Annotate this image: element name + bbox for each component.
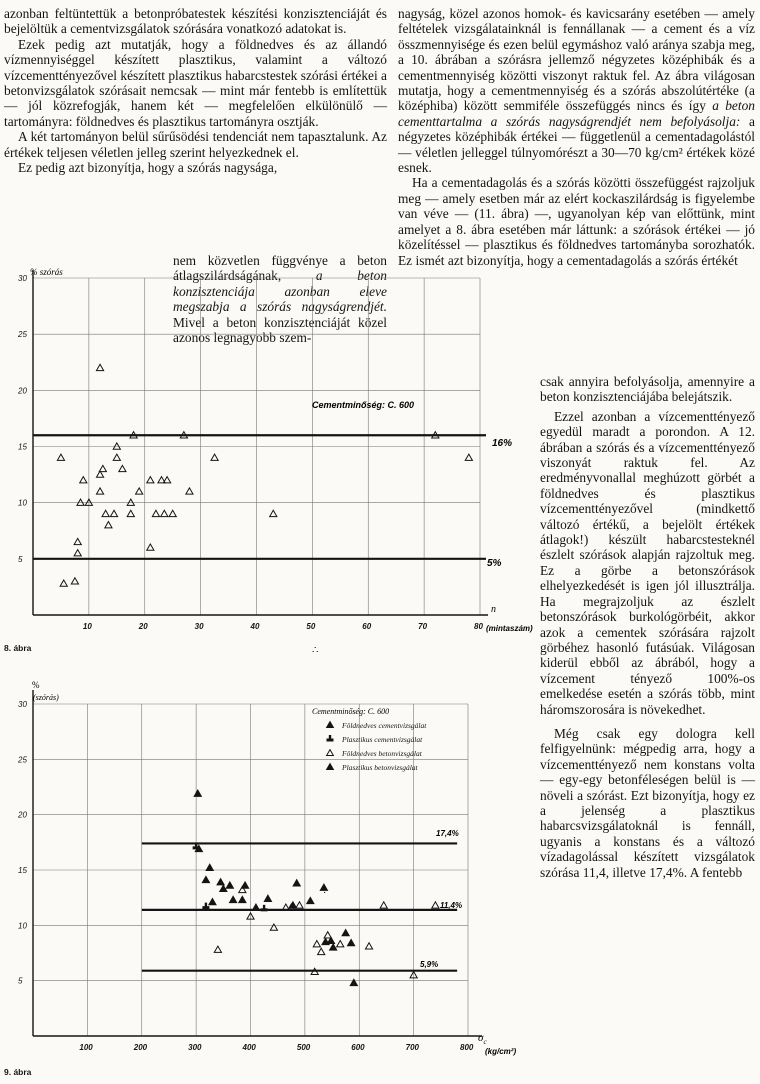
figure-8-caption: 8. ábra: [4, 643, 32, 653]
y-tick-label: 20: [18, 810, 27, 820]
x-tick-label: 80: [474, 622, 483, 631]
y-tick-label: 20: [18, 386, 27, 396]
point-foldnedves-beton: [318, 948, 325, 954]
data-point: [161, 510, 168, 516]
x-tick-label: 100: [79, 1043, 93, 1052]
y-axis-label: (szórás): [33, 693, 59, 702]
data-point: [127, 499, 134, 505]
point-foldnedves-beton: [365, 943, 372, 949]
data-point: [77, 499, 84, 505]
x-tick-label: 600: [351, 1043, 365, 1052]
x-tick-label: 400: [242, 1043, 256, 1052]
point-plasztikus-beton: [264, 895, 271, 901]
x-tick-label: 10: [82, 622, 92, 631]
data-point: [119, 465, 126, 471]
data-point: [71, 578, 78, 584]
y-tick-label: 5: [18, 554, 23, 564]
point-foldnedves-beton: [214, 946, 221, 952]
y-tick-label: 25: [18, 755, 27, 765]
paragraph: csak annyira befolyásolja, amennyire a beton konzisztenciájába belejátszik.: [540, 374, 755, 405]
y-tick-label: 5: [18, 976, 23, 986]
legend-title: Cementminőség: C. 600: [312, 707, 390, 716]
point-plasztikus-beton: [330, 944, 337, 950]
data-point: [96, 488, 103, 494]
data-point: [169, 510, 176, 516]
point-foldnedves-beton: [380, 902, 387, 908]
x-axis-label: (mintaszám): [486, 624, 533, 633]
point-plasztikus-cement-stem: [205, 903, 207, 907]
italic-text-run: a beton cementtartalma a szórás nagyságrendjét nem befolyásolja:: [398, 98, 755, 129]
y-tick-label: 15: [18, 442, 27, 452]
data-point: [105, 522, 112, 528]
right-column-top: [398, 6, 755, 268]
point-foldnedves-beton: [324, 932, 331, 938]
point-foldnedves-beton: [296, 902, 303, 908]
data-point: [147, 544, 154, 550]
point-foldnedves-beton: [337, 941, 344, 947]
paragraph: Ezzel azonban a vízcementtényező egyedül maradt a porondon. A 12. ábrában a szórás és a vízcementtényező viszonyát raktuk fel. Az eredményvonallal meghúzott görbét a földnedves és plasztikus vízcementtényezővel (mindkettő változó értékű, a bejelölt értékek átlagok!) készült habarcstesteknél észlelt szórások alapján rajzoltuk meg. Ez a görbe a betonszórások elhelyezkedését is igen jól illusztrálja. Ha megrajzoljuk az észlelt betonszórások burkológörbéit, akkor azok a cementek szórására rajzolt görbéhez hasonló futásúak. Világosan kiderül ebből az ábrából, hogy a vízcement tényező 100%-os emelkedése esetén a szórás több, mint háromszorosára is növekedhet.: [540, 408, 755, 717]
paragraph: Ezek pedig azt mutatják, hogy a földnedves és az állandó vízmennyiséggel készített plasztikus, valamint a változó vízcementtényezővel készített plasztikus habarcstestek szórási értékei a betonvizsgálatok szórásait nemcsak — mint már fentebb is említettük — jól közrefogják, hanem két — megfelelően elkülönülő — tartományra: földnedves és plasztikus tartományra osztják.: [4, 36, 387, 129]
point-plasztikus-beton: [202, 876, 209, 882]
y-axis-percent: %: [32, 680, 40, 690]
y-tick-label: 15: [18, 866, 27, 875]
data-point: [74, 538, 81, 544]
point-foldnedves-beton: [313, 941, 320, 947]
threshold-lines: [33, 435, 486, 559]
paragraph: Még csak egy dologra kell felfigyelnünk: mégpedig arra, hogy a vízcementtényező nem konstans volta — egy-egy betonféleségen belül is — növeli a szórást. Ezt bizonyítja, hogy ez a jelenség a plasztikus habarcsvizsgálatoknál is fennáll, ugyanis a konstans és a változó vízadagolással készített vizsgálatok szórása 11,4, illetve 17,4%. A fentebb: [540, 725, 755, 880]
line-label-5-9: 5,9%: [420, 960, 439, 969]
x-tick-label: 50: [306, 622, 316, 631]
data-point: [127, 510, 134, 516]
data-point: [60, 580, 67, 586]
left-column-top: [4, 6, 387, 175]
point-plasztikus-beton: [206, 864, 213, 870]
legend-marker: [327, 764, 334, 770]
x-axis-label: (kg/cm²): [485, 1047, 517, 1056]
data-points: [193, 790, 439, 986]
legend-entry: Földnedves betonvizsgálat: [342, 749, 422, 758]
data-point: [113, 443, 120, 449]
line-label-5: 5%: [487, 558, 502, 569]
point-plasztikus-beton: [226, 882, 233, 888]
line-label-11-4: 11,4%: [440, 901, 463, 910]
text-run: Mivel a beton konzisztenciáját közel azonos legnagyobb szem-: [173, 314, 387, 346]
figure-9-chart: [0, 660, 536, 1080]
stray-mark: ∴: [312, 645, 319, 656]
legend-entry: Földnedves cementvizsgálat: [342, 721, 427, 730]
data-point: [74, 550, 81, 556]
legend-entry: Plasztikus betonvizsgálat: [342, 763, 418, 772]
paragraph: azonban feltüntettük a betonpróbatestek készítési konzisztenciáját és bejelöltük a cementvizsgálatok szórására vonatkozó adatokat is.: [4, 6, 387, 37]
data-point: [136, 488, 143, 494]
point-plasztikus-beton: [252, 904, 259, 910]
legend-marker: [327, 750, 334, 756]
sigma-symbol: σ: [478, 1032, 484, 1044]
data-point: [80, 477, 87, 483]
point-plasztikus-beton: [241, 882, 248, 888]
data-point: [99, 465, 106, 471]
x-tick-label: 60: [362, 622, 372, 631]
point-plasztikus-beton: [342, 929, 349, 935]
paragraph: Ez pedig azt bizonyítja, hogy a szórás nagysága,: [18, 160, 278, 176]
y-tick-label: 10: [18, 921, 27, 931]
data-point: [57, 454, 64, 460]
data-point: [147, 477, 154, 483]
point-plasztikus-beton: [239, 896, 246, 902]
text-run: a négyzetes középhibák értékei — függetlenül a cementadagolástól — véletlen jelleggel túlnyomórészt a 30—70 kg/cm² értékek közé esnek.: [398, 113, 755, 176]
data-point: [102, 510, 109, 516]
tick-labels: [17, 274, 483, 631]
text-run: nagyság, közel azonos homok- és kavicsarány esetében — amely feltételek vizsgálatainknál is fennállanak — a cement és a víz összmennyisége és ezen belül egymáshoz való aránya szabja meg, a 10. ábrában a szórásra jellemző négyzetes középhibák és a cementmennyiség közötti viszonyt raktuk fel. Az ábra világosan mutatja, hogy a cementmennyiség és a szórás abszolútértéke (a középhiba) között semmiféle összefüggés nincs és így: [398, 6, 755, 114]
grid: [33, 278, 480, 615]
n-label: n: [491, 604, 496, 615]
sigma-label: [478, 1032, 487, 1046]
point-plasztikus-beton: [347, 939, 354, 945]
data-points: [57, 364, 472, 586]
data-point: [270, 510, 277, 516]
data-point: [164, 477, 171, 483]
point-foldnedves-beton: [432, 902, 439, 908]
cement-grade-note: Cementminőség: C. 600: [312, 400, 415, 410]
x-tick-label: 20: [138, 622, 148, 631]
x-tick-label: 40: [250, 622, 260, 631]
data-point: [152, 510, 159, 516]
point-plasztikus-beton: [307, 897, 314, 903]
point-foldnedves-beton: [270, 924, 277, 930]
y-tick-label: 30: [18, 274, 27, 283]
point-plasztikus-beton: [293, 880, 300, 886]
paragraph: Ha a cementadagolás és a szórás közötti összefüggést rajzoljuk meg — amely esetben már az elért kockaszilárdság is figyelembe van véve — (11. ábra) —, ugyanolyan kép van előttünk, mint amelyet a 8. ábra esetében már láttunk: a szórások értékei — jó közelítéssel — plasztikus és földnedves tartományba sorozhatók. Ez ismét azt bizonyítja, hogy a cementadagolás a szórás értékét: [398, 175, 755, 268]
threshold-lines: [142, 843, 457, 970]
italic-text-run: a beton konzisztenciája azonban eleve megszabja a szórás nagyságrendjét.: [173, 268, 387, 315]
x-tick-label: 800: [460, 1043, 474, 1052]
x-tick-label: 70: [418, 622, 428, 631]
line-label-17-4: 17,4%: [436, 829, 459, 838]
data-point: [186, 488, 193, 494]
axes: [33, 270, 488, 615]
y-tick-label: 30: [18, 700, 27, 709]
paragraph: A két tartományon belül sűrűsödési tendenciát nem tapasztalunk. Az értékek teljesen véletlen jelleg szerint helyezkednek el.: [4, 129, 387, 160]
y-tick-label: 25: [18, 330, 27, 340]
stray-mark: ·: [323, 888, 327, 899]
sigma-subscript: c: [483, 1038, 487, 1046]
point-foldnedves-cement: [350, 979, 357, 985]
data-point: [211, 454, 218, 460]
paragraph: [398, 6, 755, 175]
point-plasztikus-beton: [209, 898, 216, 904]
data-point: [465, 454, 472, 460]
x-tick-label: 200: [133, 1043, 148, 1052]
legend-marker-stem: [329, 735, 331, 739]
data-point: [113, 454, 120, 460]
point-plasztikus-beton: [194, 790, 201, 796]
text-run: nem közvetlen függvénye a beton átlagszilárdságának,: [173, 253, 387, 284]
figure-9-caption: 9. ábra: [4, 1067, 32, 1077]
point-plasztikus-beton: [217, 879, 224, 885]
x-tick-label: 700: [405, 1043, 419, 1052]
x-tick-label: 500: [296, 1043, 311, 1052]
x-tick-label: 30: [194, 622, 204, 631]
y-axis-label: % szórás: [30, 267, 63, 277]
figure-8-chart: [0, 248, 536, 668]
line-label-16: 16%: [492, 438, 513, 449]
point-plasztikus-cement-stem: [263, 905, 265, 909]
point-plasztikus-cement-stem: [195, 843, 197, 847]
legend-marker: [327, 722, 334, 728]
right-column-narrow: [540, 374, 755, 880]
data-point: [96, 364, 103, 370]
legend-entry: Plasztikus cementvizsgálat: [342, 735, 423, 744]
y-tick-label: 10: [18, 498, 27, 508]
x-tick-label: 300: [188, 1043, 202, 1052]
legend: [327, 721, 428, 772]
point-plasztikus-beton: [230, 896, 237, 902]
data-point: [110, 510, 117, 516]
